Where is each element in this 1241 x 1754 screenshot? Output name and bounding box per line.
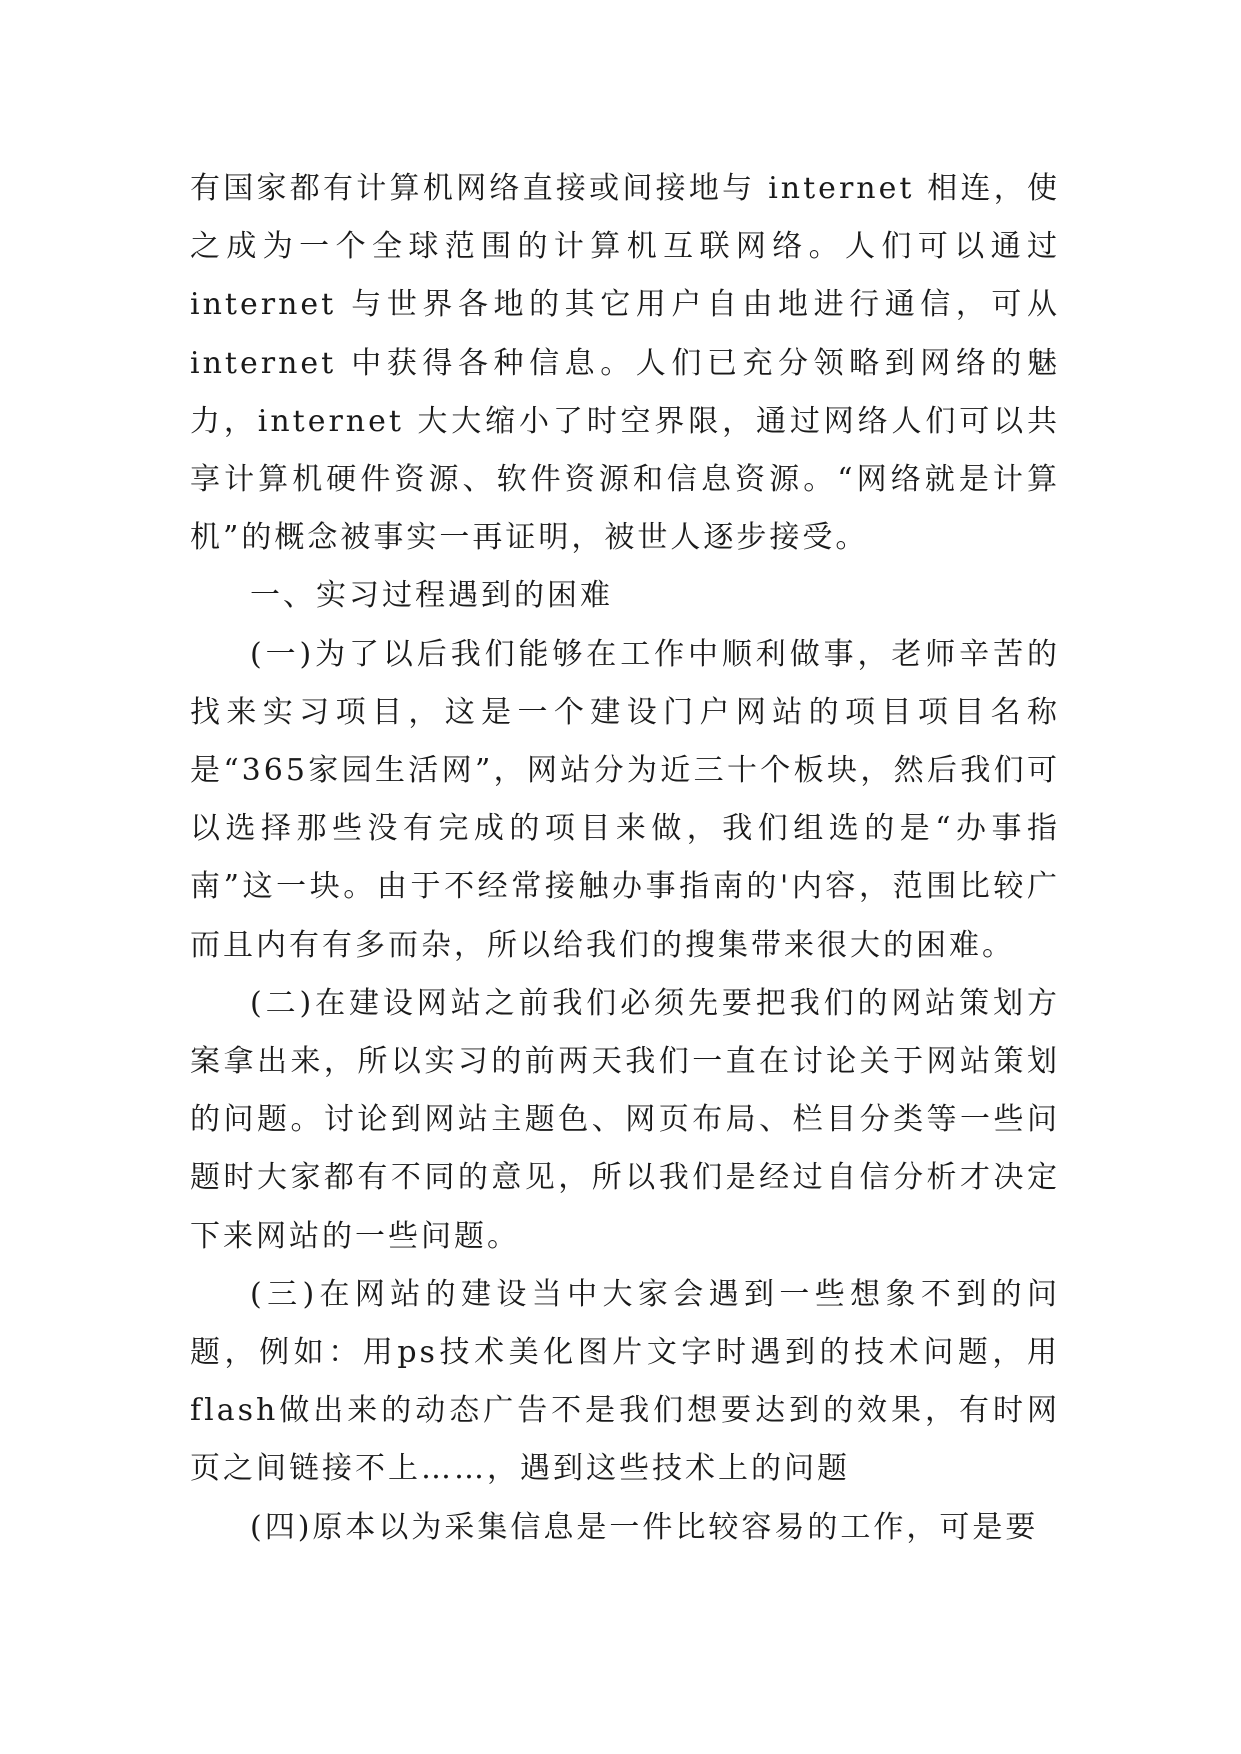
paragraph-item-4: (四)原本以为采集信息是一件比较容易的工作，可是要 (250, 1509, 1039, 1545)
paragraph-item-2: (二)在建设网站之前我们必须先要把我们的网站策划方案拿出来，所以实习的前两天我们一直在讨论关于网站策划的问题。讨论到网站主题色、网页布局、栏目分类等一些问题时大家都有不同的意见，所以我们是经过自信分析才决定下来网站的一些问题。 (190, 985, 1060, 1254)
paragraph-item-1: (一)为了以后我们能够在工作中顺利做事，老师辛苦的找来实习项目，这是一个建设门户网站的项目项目名称是“365家园生活网”，网站分为近三十个板块，然后我们可以选择那些没有完成的项目来做，我们组选的是“办事指南”这一块。由于不经常接触办事指南的'内容，范围比较广而且内有有多而杂，所以给我们的搜集带来很大的困难。 (190, 636, 1060, 963)
document-body (190, 160, 1060, 1557)
section-heading: 一、实习过程遇到的困难 (250, 578, 613, 614)
paragraph-item-3: (三)在网站的建设当中大家会遇到一些想象不到的问题，例如：用ps技术美化图片文字时遇到的技术问题，用flash做出来的动态广告不是我们想要达到的效果，有时网页之间链接不上……，遇到这些技术上的问题 (190, 1276, 1060, 1487)
paragraph-intro: 有国家都有计算机网络直接或间接地与 internet 相连，使之成为一个全球范围的计算机互联网络。人们可以通过 internet 与世界各地的其它用户自由地进行通信，可从 internet 中获得各种信息。人们已充分领略到网络的魅力，internet 大大缩小了时空界限，通过网络人们可以共享计算机硬件资源、软件资源和信息资源。“网络就是计算机”的概念被事实一再证明，被世人逐步接受。 (190, 171, 1060, 556)
